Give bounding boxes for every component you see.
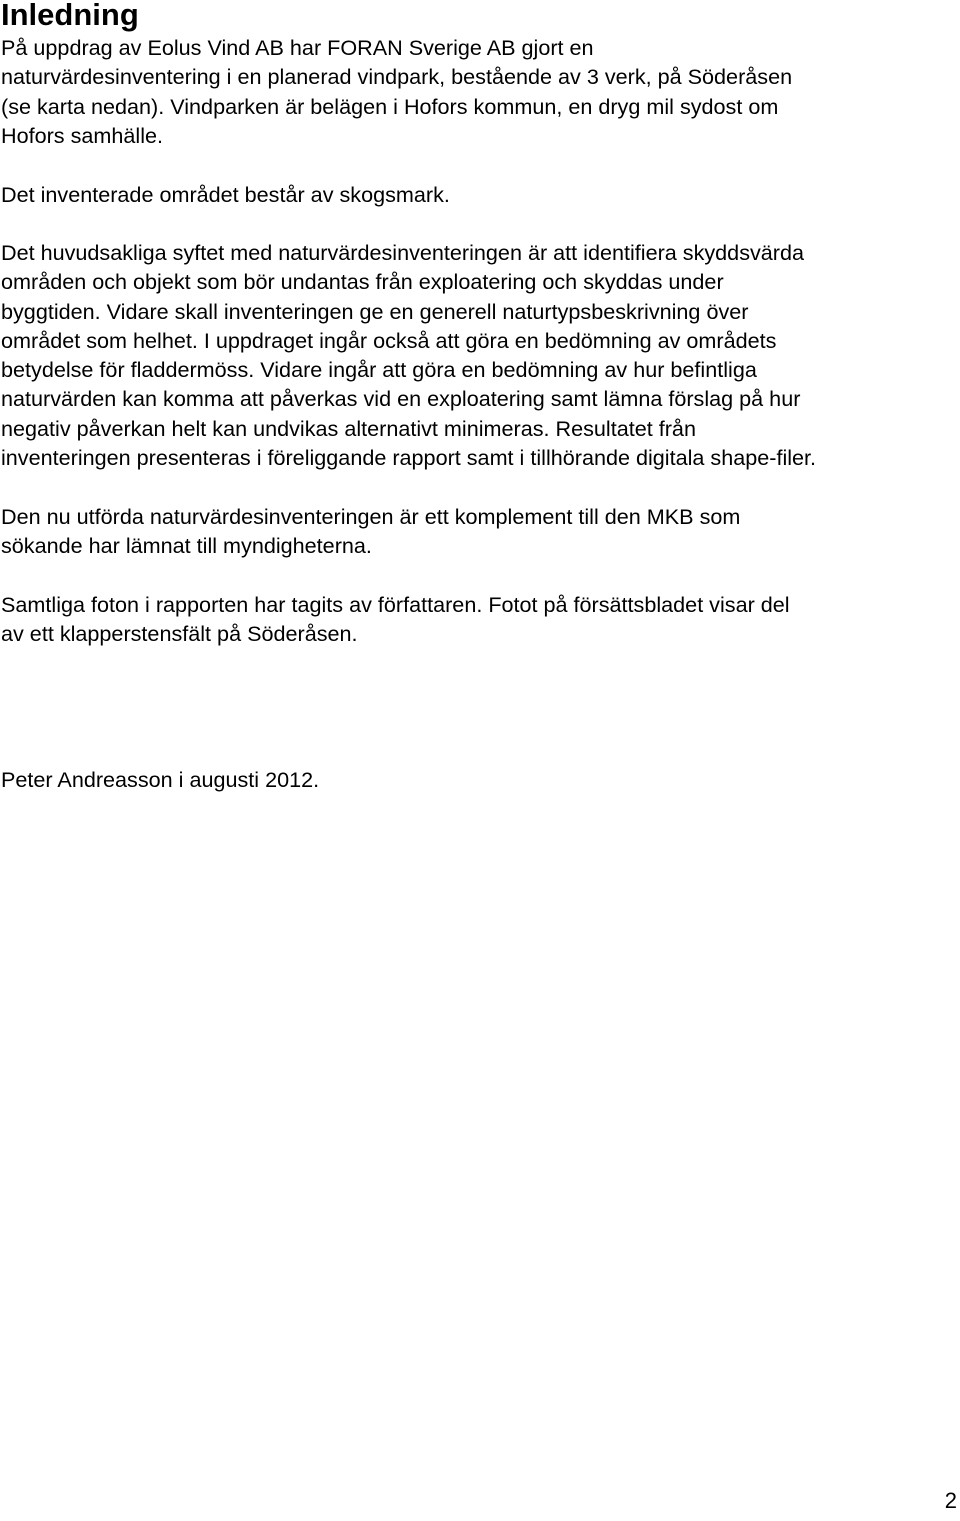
paragraph-line: (se karta nedan). Vindparken är belägen i Hofors kommun, en dryg mil sydost om (1, 93, 779, 119)
paragraph-purpose (1, 238, 959, 472)
paragraph-line: Det inventerade området består av skogsmark. (1, 182, 450, 207)
paragraph-area (1, 180, 959, 209)
paragraph-line: Samtliga foton i rapporten har tagits av författaren. Fotot på försättsbladet visar del (1, 592, 790, 617)
page-number: 2 (944, 1488, 957, 1513)
paragraph-line: Hofors samhälle. (1, 122, 164, 148)
paragraph-line: inventeringen presenteras i föreliggande rapport samt i tillhörande digitala shape-filer. (1, 445, 817, 471)
paragraph-line: På uppdrag av Eolus Vind AB har FORAN Sverige AB gjort en (1, 35, 594, 60)
paragraph-line: byggtiden. Vidare skall inventeringen ge en generell naturtypsbeskrivning över (1, 298, 749, 324)
paragraph-line: negativ påverkan helt kan undvikas alternativt minimeras. Resultatet från (1, 415, 696, 441)
paragraph-line: betydelse för fladdermöss. Vidare ingår att göra en bedömning av hur befintliga (1, 357, 757, 383)
paragraph-photos (1, 590, 959, 649)
paragraph-line: Det huvudsakliga syftet med naturvärdesinventeringen är att identifiera skyddsvärda (1, 240, 805, 265)
section-heading: Inledning (1, 0, 139, 32)
paragraph-line: Den nu utförda naturvärdesinventeringen är ett komplement till den MKB som (1, 504, 741, 529)
paragraph-line: området som helhet. I uppdraget ingår också att göra en bedömning av områdets (1, 327, 777, 353)
paragraph-line: naturvärdesinventering i en planerad vindpark, bestående av 3 verk, på Söderåsen (1, 64, 793, 90)
paragraph-line: sökande har lämnat till myndigheterna. (1, 533, 372, 559)
paragraph-line: naturvärden kan komma att påverkas vid en exploatering samt lämna förslag på hur (1, 386, 801, 412)
paragraph-line: av ett klapperstensfält på Söderåsen. (1, 621, 358, 647)
paragraph-complement (1, 502, 959, 561)
author-signature: Peter Andreasson i augusti 2012. (1, 767, 320, 792)
paragraph-line: områden och objekt som bör undantas från exploatering och skyddas under (1, 269, 724, 295)
paragraph-intro (1, 33, 959, 150)
